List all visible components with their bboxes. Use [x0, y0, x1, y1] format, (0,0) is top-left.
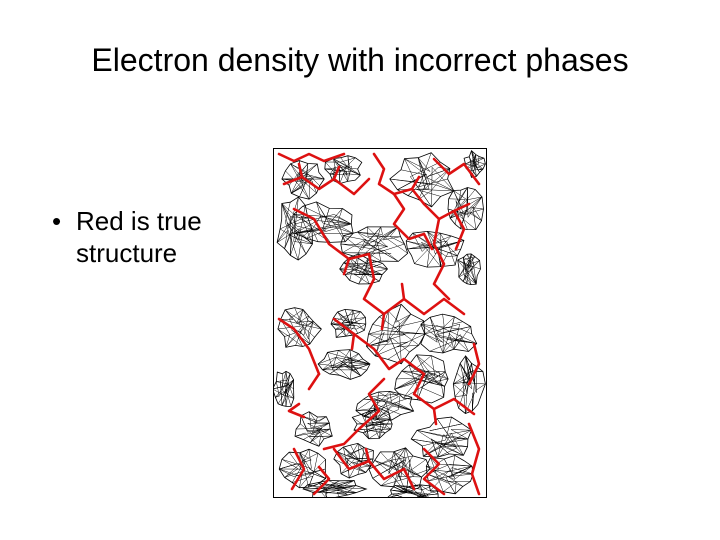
density-mesh-lines: [421, 314, 477, 353]
structure-bond-chain: [364, 279, 464, 314]
density-contour: [274, 371, 294, 406]
density-contour: [421, 314, 477, 353]
density-mesh-lines: [390, 153, 454, 207]
density-mesh-lines: [278, 308, 322, 348]
structure-side-chain: [352, 334, 354, 349]
slide-title: Electron density with incorrect phases: [91, 42, 629, 78]
bullet-marker: •: [52, 206, 62, 236]
bullet-text: Red is true structure: [76, 206, 202, 268]
structure-side-chain: [366, 449, 369, 461]
structure-side-chain: [402, 284, 404, 299]
structure-bond-chain: [469, 424, 479, 494]
structure-side-chain: [309, 374, 319, 389]
density-mesh-lines: [411, 417, 471, 457]
density-contour: [458, 254, 481, 285]
density-map-graphic: [274, 149, 486, 497]
density-mesh-lines: [426, 455, 473, 493]
structure-bond-chain: [434, 219, 449, 299]
density-mesh-lines: [448, 188, 484, 230]
electron-density-figure: [273, 148, 487, 498]
density-mesh: [274, 151, 485, 497]
bullet-list: [52, 205, 252, 269]
bullet-item: [52, 205, 252, 269]
